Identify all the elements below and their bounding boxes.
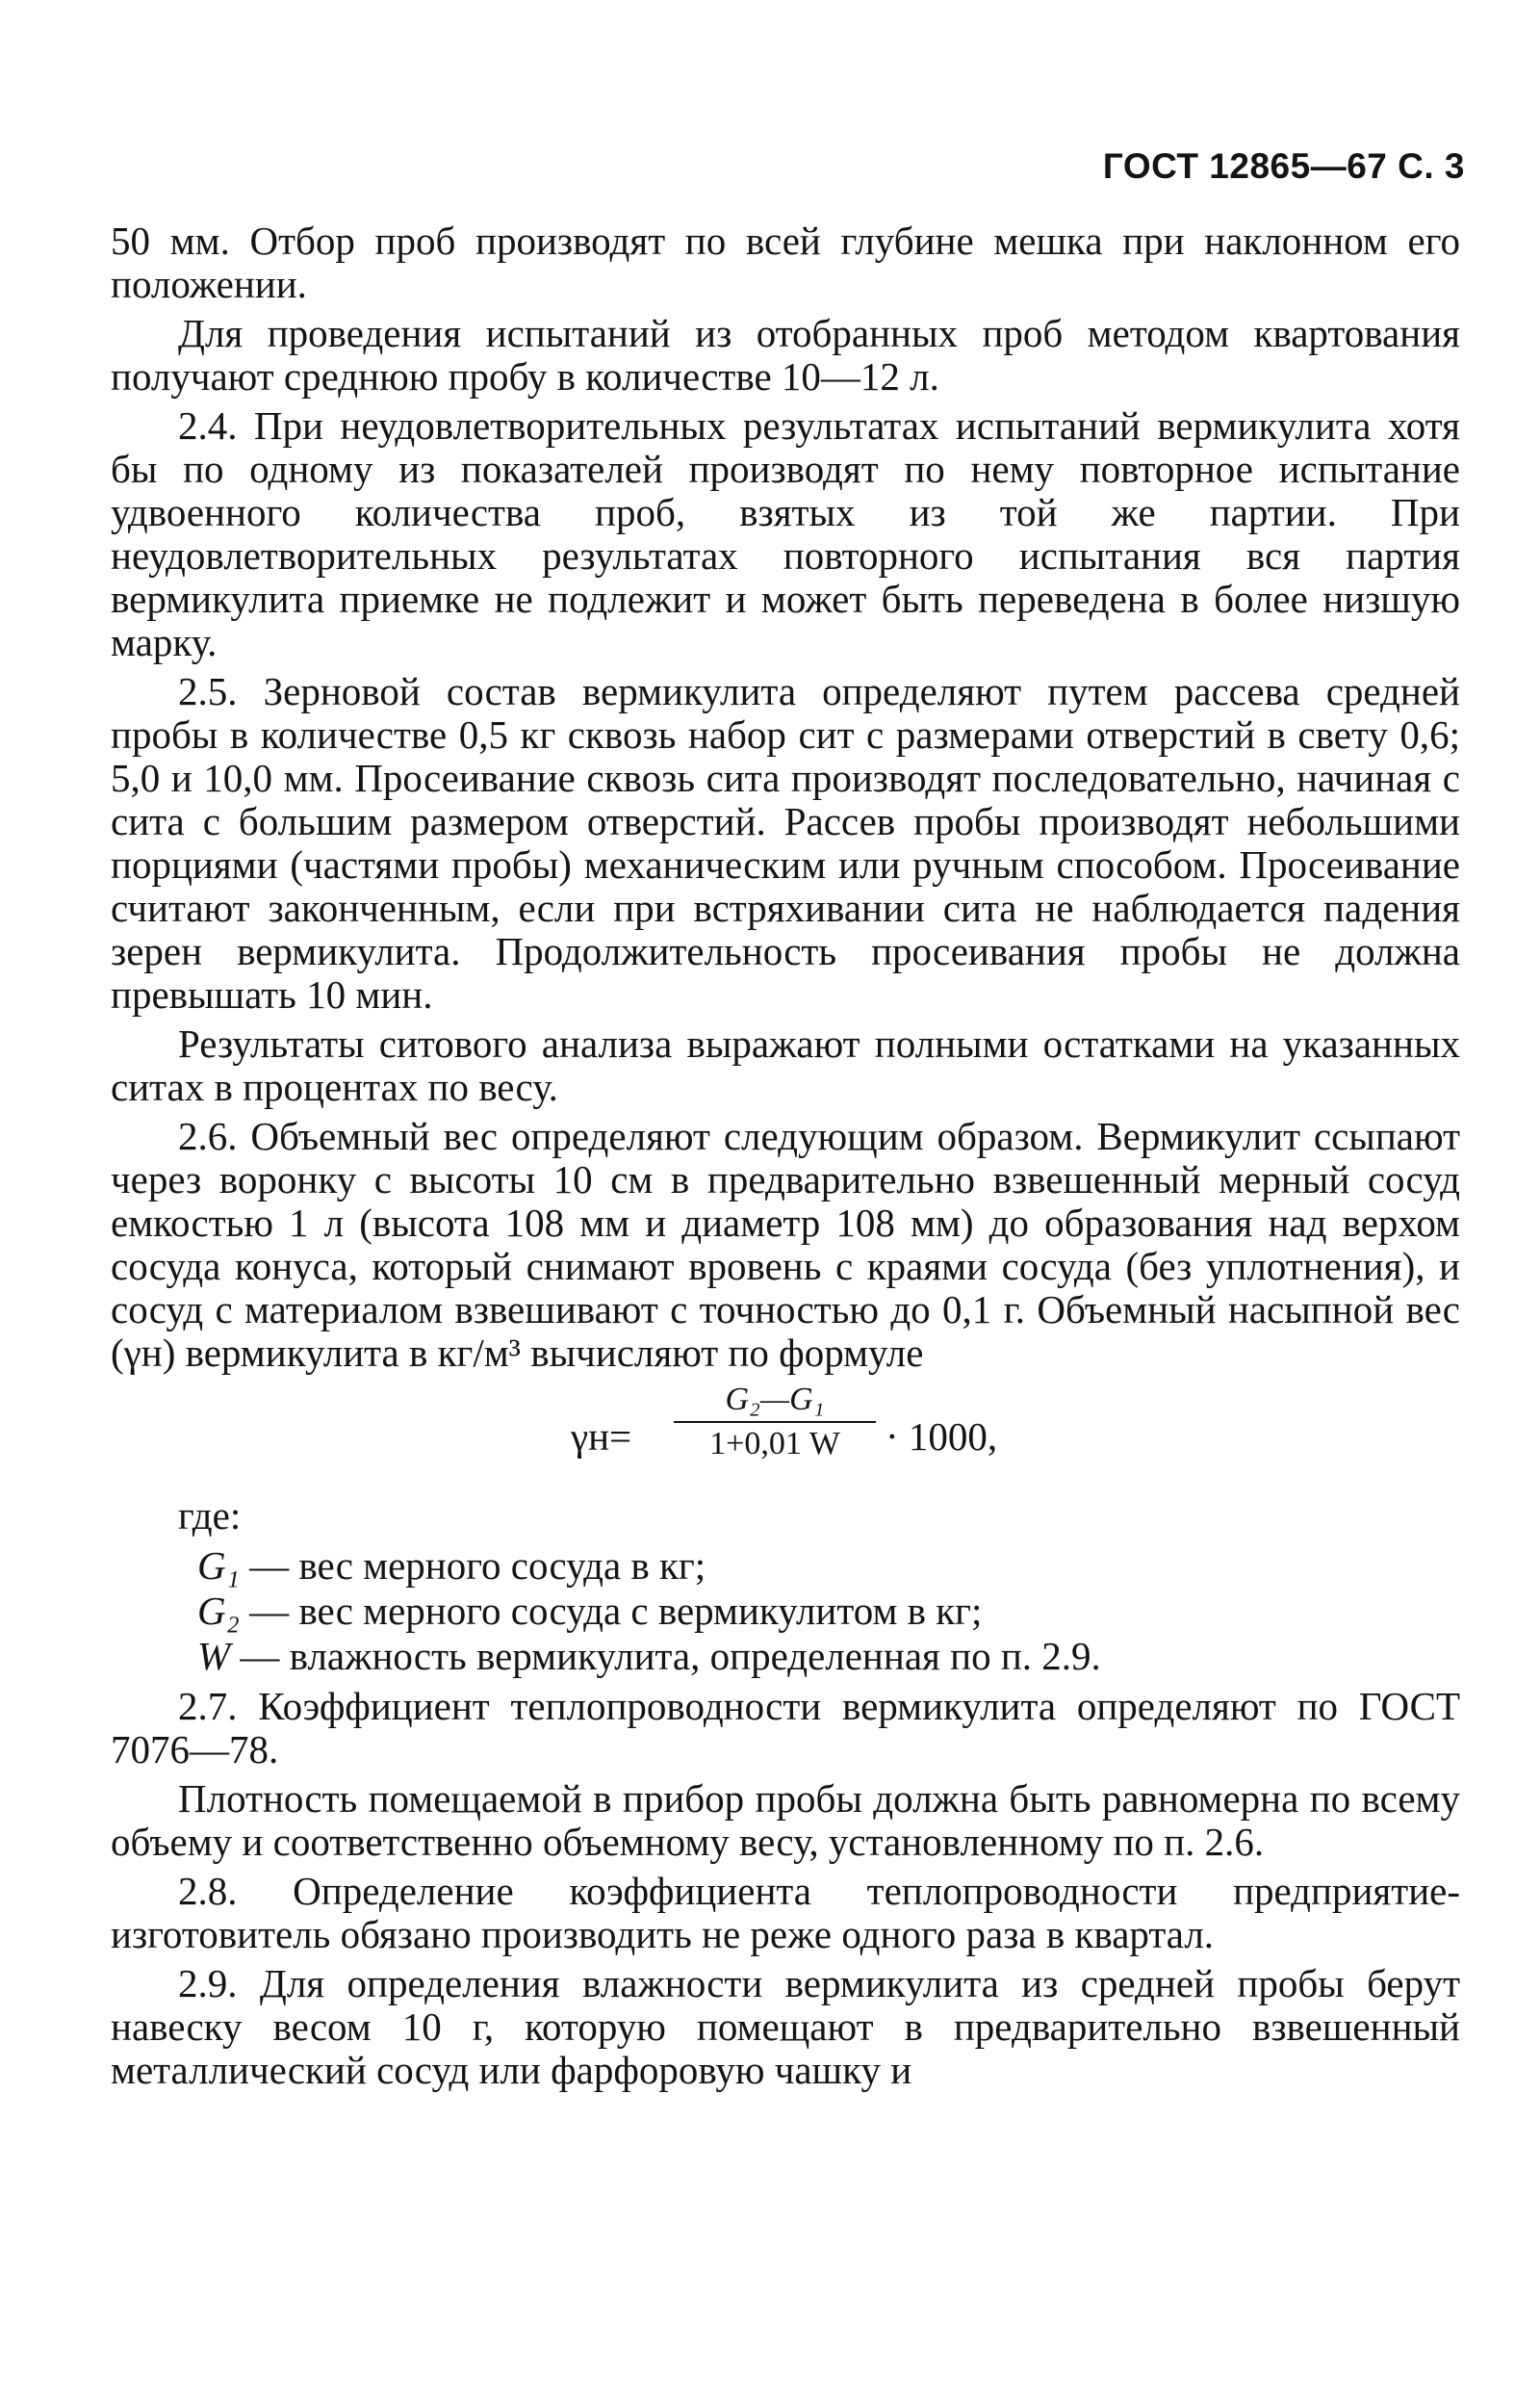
definition-text: — вес мерного сосуда с вермикулитом в кг; xyxy=(239,1589,983,1633)
definition-text: — вес мерного сосуда в кг; xyxy=(239,1543,706,1588)
page-header: ГОСТ 12865—67 С. 3 xyxy=(1102,146,1465,186)
definition-text: — влажность вермикулита, определенная по п. 2.9. xyxy=(230,1634,1101,1678)
paragraph-2-5: 2.5. Зерновой состав вермикулита определяют путем рассева средней пробы в количестве 0,5 кг сквозь набор сит с размерами отверстий в свету 0,6; 5,0 и 10,0 мм. Просеивание сквозь сита производят последовательно, начиная с сита с большим размером отверстий. Рассев пробы производят небольшими порциями (частями пробы) механическим или ручным способом. Просеивание считают законченным, если при встряхивании сита не наблюдается падения зерен вермикулита. Продолжительность просеивания пробы не должна превышать 10 мин. xyxy=(111,669,1460,1017)
paragraph-1: 50 мм. Отбор проб производят по всей глубине мешка при наклонном его положении. xyxy=(111,219,1460,306)
formula-definitions xyxy=(197,1543,1460,1679)
document-body xyxy=(111,220,1460,2098)
definition-symbol: W xyxy=(197,1634,231,1678)
paragraph-2: Для проведения испытаний из отобранных проб методом квартования получают среднюю пробу в количестве 10—12 л. xyxy=(111,311,1460,399)
definition-symbol: G₂ xyxy=(197,1589,240,1633)
paragraph-2-6: 2.6. Объемный вес определяют следующим образом. Вермикулит ссыпают через воронку с высоты 10 см в предварительно взвешенный мерный сосуд емкостью 1 л (высота 108 мм и диаметр 108 мм) до образования над верхом сосуда конуса, который снимают вровень с краями сосуда (без уплотнения), и сосуд с материалом взвешивают с точностью до 0,1 г. Объемный насыпной вес (γн) вермикулита в кг/м³ вычисляют по формуле xyxy=(111,1114,1460,1375)
definition-symbol: G₁ xyxy=(197,1543,240,1588)
paragraph-density: Плотность помещаемой в прибор пробы должна быть равномерна по всему объему и соответственно объемному весу, установленному по п. 2.6. xyxy=(111,1776,1460,1864)
where-label: где: xyxy=(178,1493,242,1538)
formula-rhs: · 1000, xyxy=(886,1414,998,1459)
paragraph-2-4: 2.4. При неудовлетворительных результатах испытаний вермикулита хотя бы по одному из показателей производят по нему повторное испытание удвоенного количества проб, взятых из той же партии. При неудовлетворительных результатах повторного испытания вся партия вермикулита приемке не подлежит и может быть переведена в более низшую марку. xyxy=(111,403,1460,664)
bulk-density-formula xyxy=(111,1381,1460,1494)
paragraph-2-9: 2.9. Для определения влажности вермикулита из средней пробы берут навеску весом 10 г, которую помещают в предварительно взвешенный металлический сосуд или фарфоровую чашку и xyxy=(111,1961,1460,2092)
formula-fraction xyxy=(674,1381,876,1465)
paragraph-2-8: 2.8. Определение коэффициента теплопроводности предприятие-изготовитель обязано производить не реже одного раза в квартал. xyxy=(111,1869,1460,1956)
formula-denominator: 1+0,01 W xyxy=(709,1426,840,1461)
definition-item xyxy=(197,1589,1460,1634)
formula-lhs: γн= xyxy=(571,1414,632,1459)
paragraph-2-7: 2.7. Коэффициент теплопроводности вермикулита определяют по ГОСТ 7076—78. xyxy=(111,1684,1460,1771)
paragraph-sieve-results: Результаты ситового анализа выражают полными остатками на указанных ситах в процентах по весу. xyxy=(111,1021,1460,1109)
formula-numerator: G₂—G₁ xyxy=(674,1381,876,1423)
definition-item xyxy=(197,1543,1460,1589)
definition-item xyxy=(197,1634,1460,1679)
